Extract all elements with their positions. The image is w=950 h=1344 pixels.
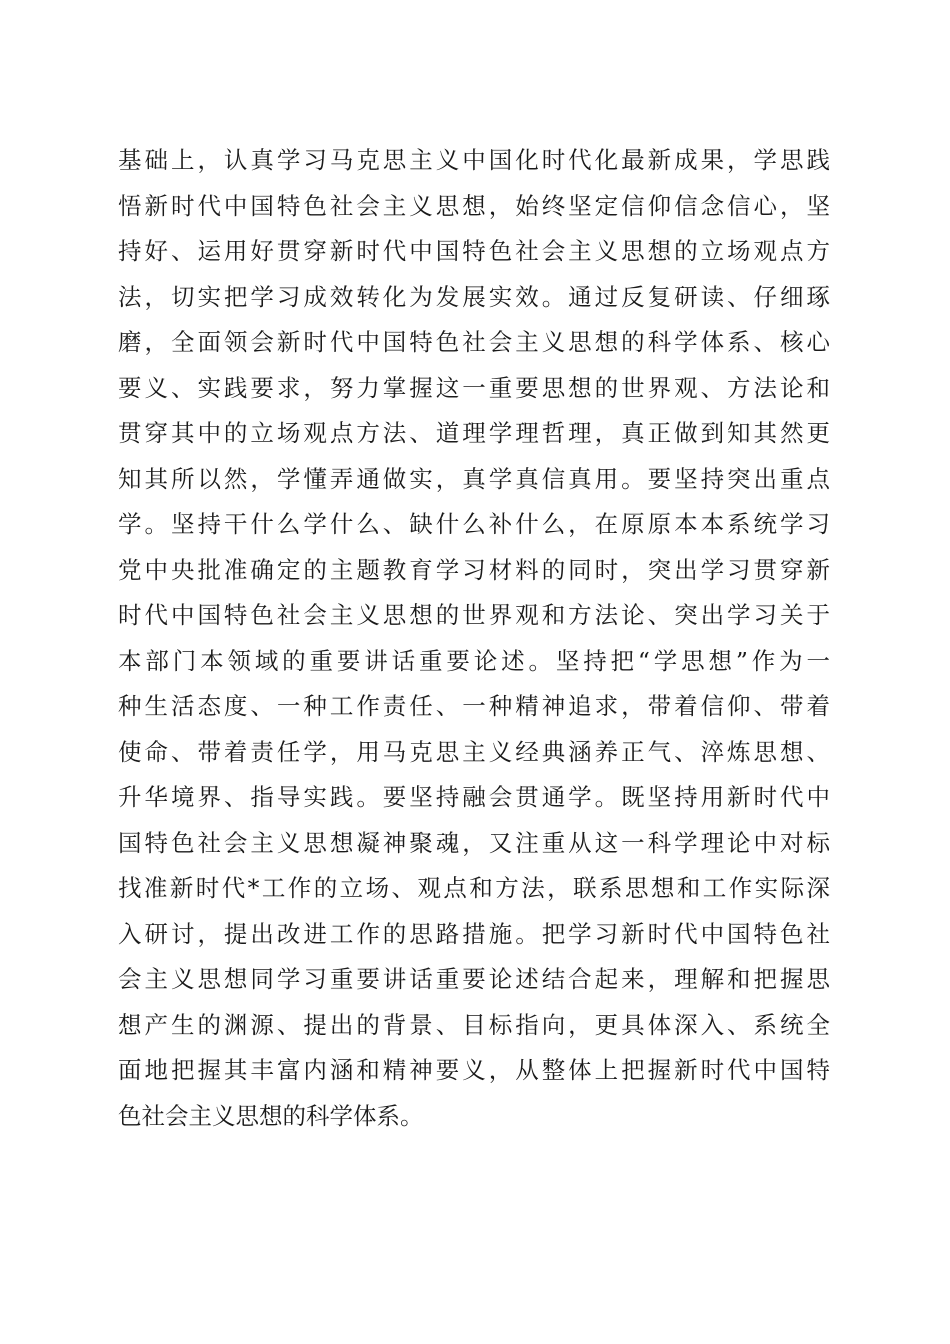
text-line: 法，切实把学习成效转化为发展实效。通过反复研读、仔细琢: [118, 282, 830, 311]
text-line: 学。坚持干什么学什么、缺什么补什么，在原原本本系统学习: [118, 510, 830, 538]
text-line: 党中央批准确定的主题教育学习材料的同时，突出学习贯穿新: [118, 555, 830, 584]
text-line: 本部门本领域的重要讲话重要论述。坚持把“学思想”作为一: [118, 646, 830, 675]
text-line: 时代中国特色社会主义思想的世界观和方法论、突出学习关于: [118, 601, 830, 629]
text-line: 要义、实践要求，努力掌握这一重要思想的世界观、方法论和: [118, 373, 830, 402]
text-line-last: 色社会主义思想的科学体系。: [118, 1101, 424, 1130]
text-line: 面地把握其丰富内涵和精神要义，从整体上把握新时代中国特: [118, 1056, 830, 1084]
text-line: 基础上，认真学习马克思主义中国化时代化最新成果，学思践: [118, 146, 830, 174]
text-line: 使命、带着责任学，用马克思主义经典涵养正气、淬炼思想、: [118, 737, 830, 766]
text-line: 悟新时代中国特色社会主义思想，始终坚定信仰信念信心，坚: [118, 191, 830, 220]
text-line: 国特色社会主义思想凝神聚魂，又注重从这一科学理论中对标: [118, 828, 830, 857]
text-line: 入研讨，提出改进工作的思路措施。把学习新时代中国特色社: [118, 919, 830, 948]
text-line: 持好、运用好贯穿新时代中国特色社会主义思想的立场观点方: [118, 237, 830, 265]
text-line: 种生活态度、一种工作责任、一种精神追求，带着信仰、带着: [118, 692, 830, 720]
text-line: 想产生的渊源、提出的背景、目标指向，更具体深入、系统全: [118, 1010, 830, 1039]
text-line: 磨，全面领会新时代中国特色社会主义思想的科学体系、核心: [118, 328, 830, 356]
text-line: 贯穿其中的立场观点方法、道理学理哲理，真正做到知其然更: [118, 419, 830, 447]
text-line: 知其所以然，学懂弄通做实，真学真信真用。要坚持突出重点: [118, 464, 830, 493]
text-line: 找准新时代*工作的立场、观点和方法，联系思想和工作实际深: [118, 874, 830, 902]
text-line: 会主义思想同学习重要讲话重要论述结合起来，理解和把握思: [118, 965, 830, 993]
body-paragraph: [118, 138, 830, 1139]
text-line: 升华境界、指导实践。要坚持融会贯通学。既坚持用新时代中: [118, 783, 830, 811]
